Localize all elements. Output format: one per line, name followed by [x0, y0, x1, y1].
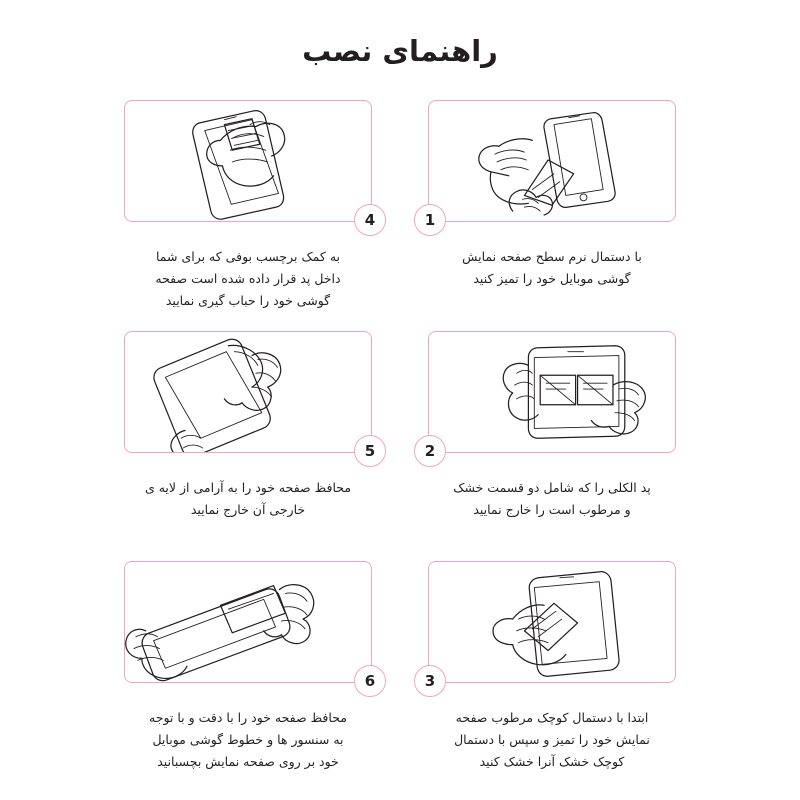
step-number-2: 2 [414, 435, 446, 467]
caption-line: محافظ صفحه خود را با دقت و با توجه [149, 710, 347, 726]
caption-line: با دستمال نرم سطح صفحه نمایش [462, 249, 642, 264]
hand-peeling-icon [224, 352, 280, 409]
step-illustration-3 [424, 561, 676, 691]
step-item-1 [404, 100, 700, 319]
step-caption-3 [427, 707, 677, 773]
caption-line: خارجی آن خارج نمایید [190, 501, 306, 517]
step-number-4: 4 [354, 204, 386, 236]
hand-holding-phone-icon [479, 139, 532, 204]
caption-line: به سنسور ها و خطوط گوشی موبایل [152, 732, 344, 748]
step-item-6 [100, 561, 396, 780]
caption-line: گوشی خود را حباب گیری نمایید [165, 292, 331, 308]
step-number-6: 6 [354, 665, 386, 697]
hand-pressing-sticker-icon [207, 122, 285, 186]
step-caption-1 [427, 246, 677, 290]
caption-line: پد الکلی را که شامل دو قسمت خشک [453, 479, 651, 495]
cloth-icon [524, 160, 573, 205]
caption-line: خود بر روی صفحه نمایش بچسبانید [157, 754, 339, 770]
page-title: راهنمای نصب [302, 34, 498, 68]
phone-outline-icon [528, 345, 624, 437]
step-illustration-5 [124, 331, 376, 460]
step-caption-5 [123, 477, 373, 521]
caption-line: نمایش خود را تمیز و سپس با دستمال [454, 732, 650, 748]
peeling-film-icon [228, 345, 262, 387]
step-item-4 [100, 100, 396, 319]
hand-left-icon [126, 630, 187, 679]
step-caption-2 [427, 477, 677, 521]
alcohol-pad-packets-icon [540, 375, 613, 405]
caption-line: ابتدا با دستمال کوچک مرطوب صفحه [455, 710, 649, 726]
hand-right-aligning-icon [264, 585, 314, 644]
step-caption-4 [123, 246, 373, 312]
caption-line: محافظ صفحه خود را به آرامی از لایه ی [144, 479, 352, 495]
phone-outline-icon [529, 572, 619, 677]
step-item-5 [100, 331, 396, 550]
step-illustration-1 [424, 100, 676, 229]
screen-protector-icon [220, 586, 285, 633]
step-illustration-6 [124, 561, 376, 691]
step-number-1: 1 [414, 204, 446, 236]
caption-line: به کمک برچسب بوفی که برای شما [155, 249, 341, 264]
step-illustration-2 [424, 331, 676, 460]
phone-outline-icon [193, 111, 284, 219]
step-number-5: 5 [354, 435, 386, 467]
step-caption-6 [123, 707, 373, 773]
caption-line: گوشی موبایل خود را تمیز کنید [473, 270, 631, 286]
phone-outline-icon [544, 113, 615, 208]
caption-line: و مرطوب است را خارج نمایید [473, 501, 631, 517]
phone-outline-icon [154, 339, 270, 452]
step-item-3 [404, 561, 700, 780]
step-illustration-4 [124, 100, 376, 229]
step-number-3: 3 [414, 665, 446, 697]
caption-line: کوچک خشک آنرا خشک کنید [479, 754, 625, 770]
hand-holding-phone-left-icon [503, 363, 538, 420]
caption-line: داخل پد قرار داده شده است صفحه [155, 270, 341, 286]
small-wipe-icon [524, 604, 577, 651]
step-item-2 [404, 331, 700, 550]
steps-grid [100, 100, 700, 780]
